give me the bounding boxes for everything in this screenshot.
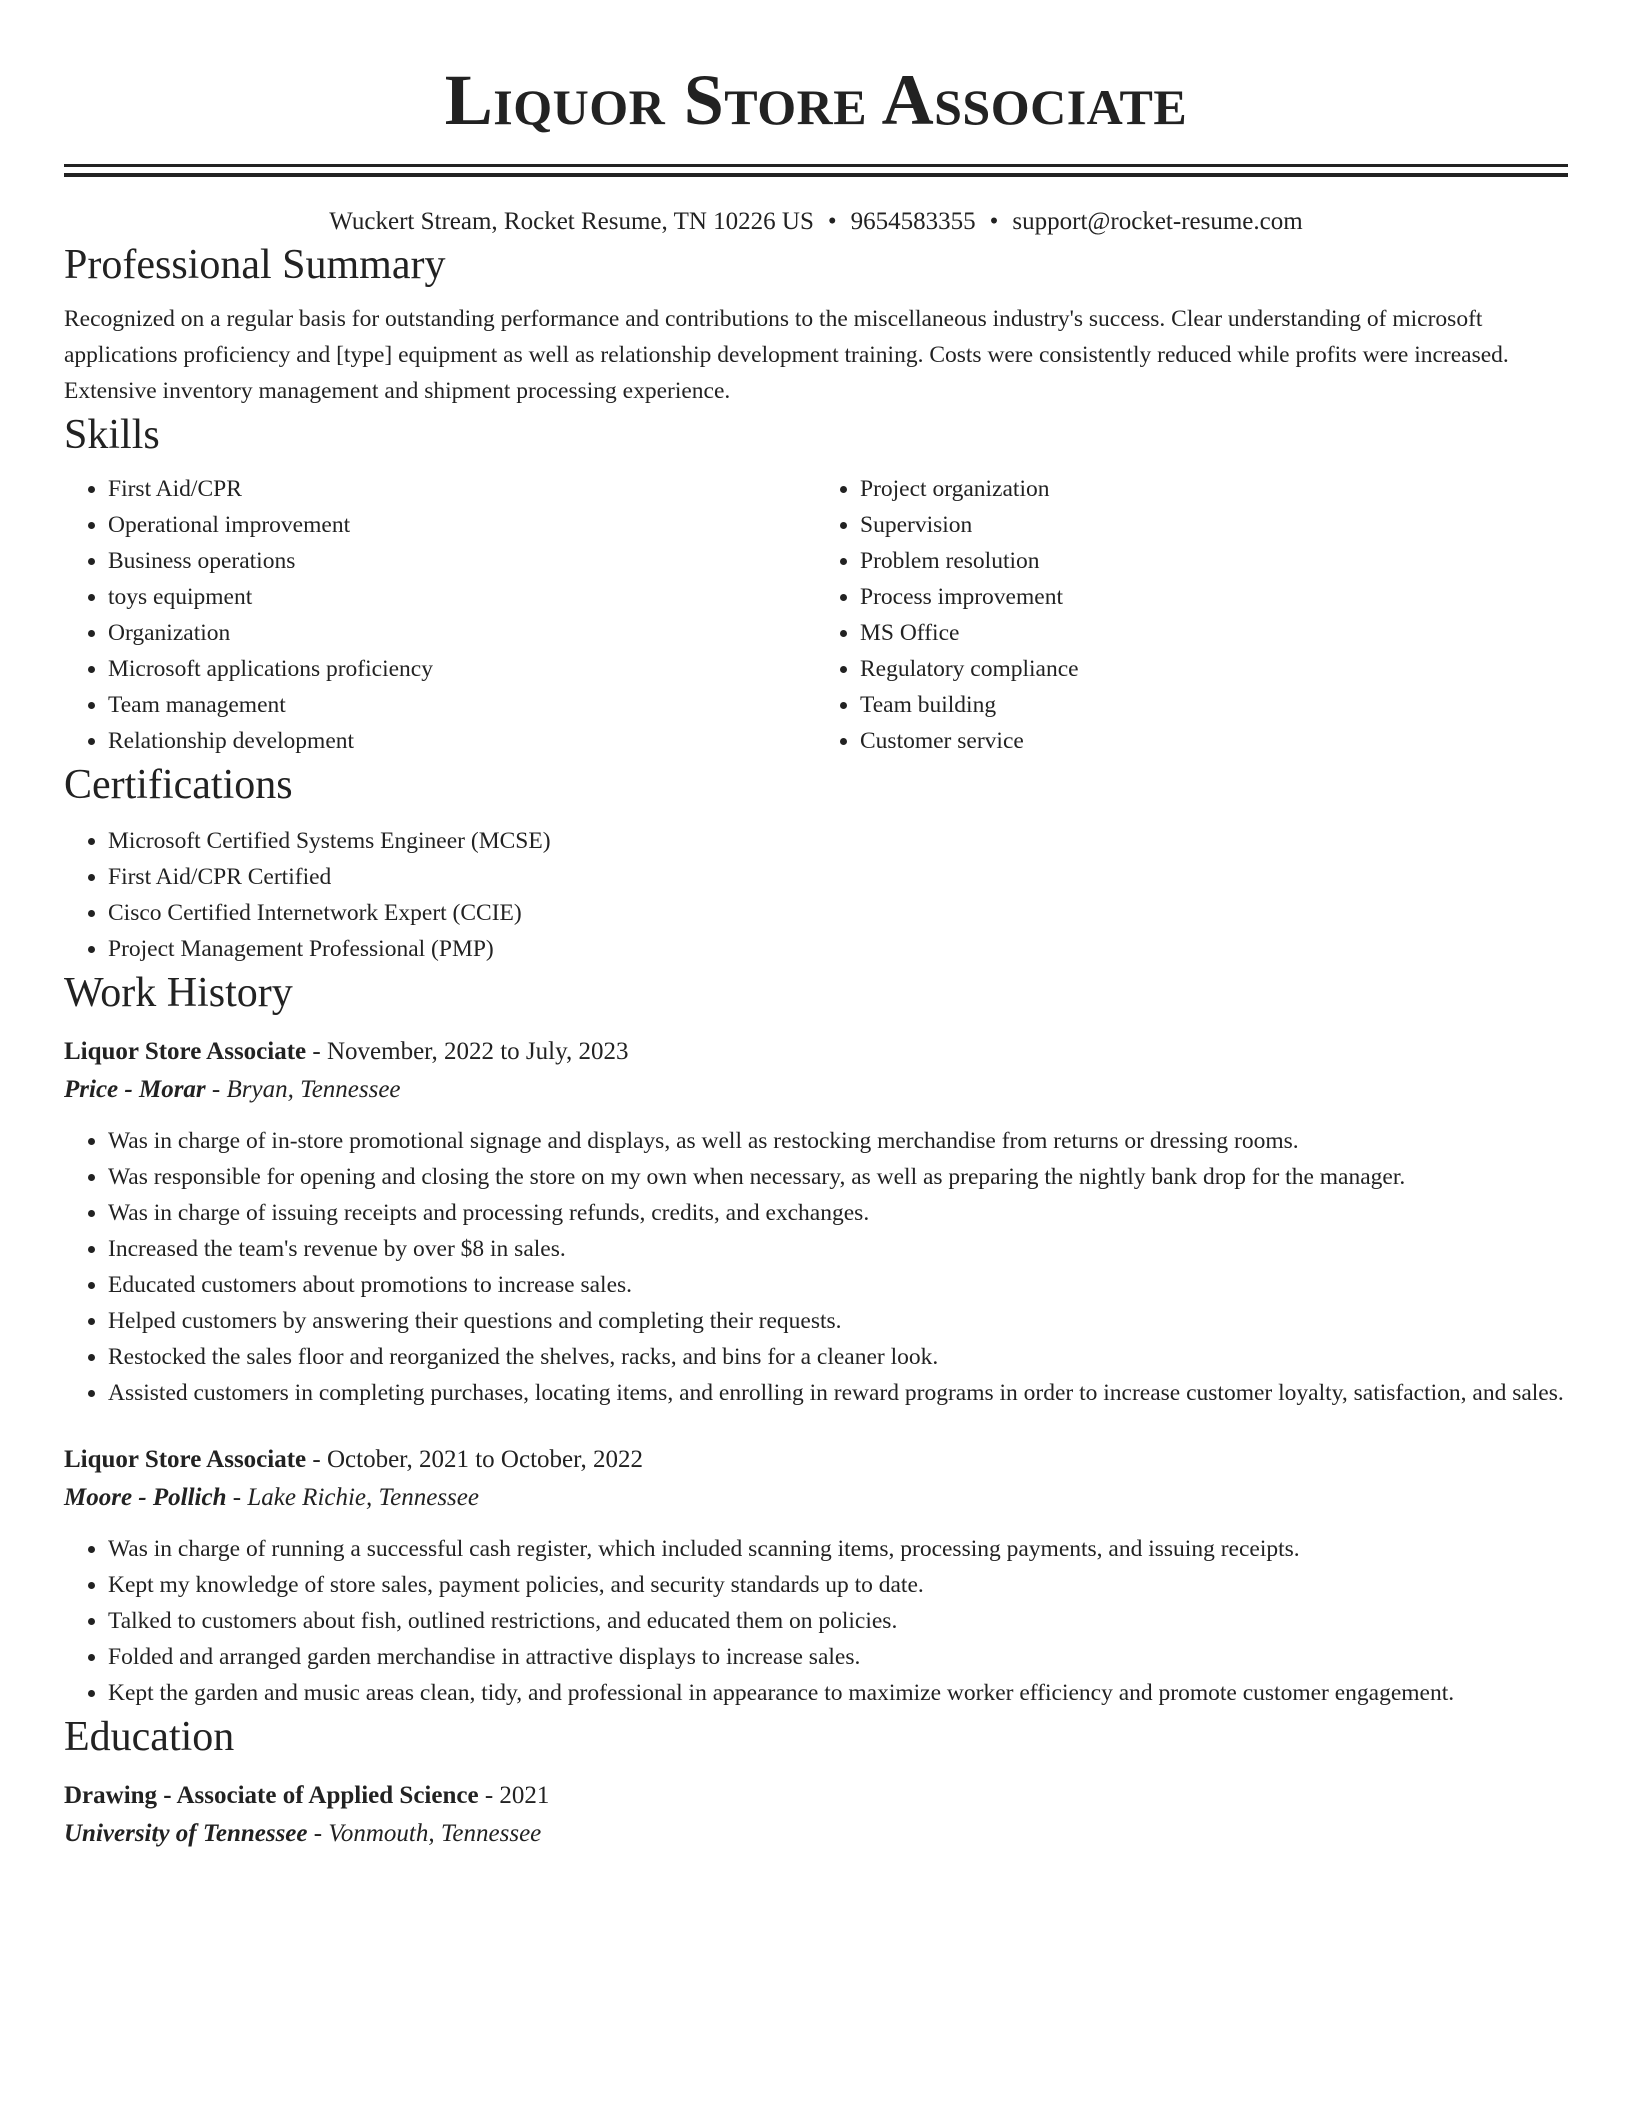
education-degree-line bbox=[64, 1777, 1568, 1815]
skill-item: • Microsoft applications proficiency bbox=[108, 651, 816, 687]
skill-item: • Team building bbox=[860, 687, 1568, 723]
job-dash: - bbox=[306, 1446, 327, 1473]
job-dash: - bbox=[226, 1484, 248, 1511]
skill-item: • Project organization bbox=[860, 471, 1568, 507]
job-duty: • Educated customers about promotions to increase sales. bbox=[108, 1267, 1568, 1303]
header-rule-bottom bbox=[64, 173, 1568, 177]
certification-item: • First Aid/CPR Certified bbox=[108, 859, 1568, 895]
job-duty: • Folded and arranged garden merchandise in attractive displays to increase sales. bbox=[108, 1639, 1568, 1675]
contact-separator: • bbox=[827, 208, 837, 235]
contact-separator: • bbox=[989, 208, 999, 235]
job-entry bbox=[64, 1033, 1568, 1411]
education-dash: - bbox=[478, 1782, 500, 1809]
job-duty: • Was in charge of issuing receipts and processing refunds, credits, and exchanges. bbox=[108, 1195, 1568, 1231]
contact-phone: 9654583355 bbox=[850, 208, 976, 235]
contact-email: support@rocket-resume.com bbox=[1012, 208, 1303, 235]
job-duty: • Restocked the sales floor and reorganized the shelves, racks, and bins for a cleaner look. bbox=[108, 1339, 1568, 1375]
job-entry bbox=[64, 1441, 1568, 1711]
education-entry bbox=[64, 1777, 1568, 1853]
skill-item: • Team management bbox=[108, 687, 816, 723]
certification-item: • Microsoft Certified Systems Engineer (MCSE) bbox=[108, 823, 1568, 859]
job-duty: • Talked to customers about fish, outlined restrictions, and educated them on policies. bbox=[108, 1603, 1568, 1639]
job-duties-list bbox=[64, 1531, 1568, 1711]
job-title-line bbox=[64, 1033, 1568, 1071]
job-dash: - bbox=[306, 1038, 327, 1065]
job-company-line bbox=[64, 1479, 1568, 1517]
job-company: Moore - Pollich bbox=[64, 1484, 227, 1511]
certification-item: • Project Management Professional (PMP) bbox=[108, 931, 1568, 967]
job-duty: • Kept my knowledge of store sales, payment policies, and security standards up to date. bbox=[108, 1567, 1568, 1603]
skill-item: • Regulatory compliance bbox=[860, 651, 1568, 687]
skill-item: • Process improvement bbox=[860, 579, 1568, 615]
header-rule-top bbox=[64, 164, 1568, 167]
job-duties-list bbox=[64, 1123, 1568, 1411]
certification-item: • Cisco Certified Internetwork Expert (CCIE) bbox=[108, 895, 1568, 931]
job-dash: - bbox=[205, 1076, 227, 1103]
skill-item: • Supervision bbox=[860, 507, 1568, 543]
candidate-name: Liquor Store Associate bbox=[444, 60, 1188, 140]
skill-item: • Customer service bbox=[860, 723, 1568, 759]
skills-list-right bbox=[816, 471, 1568, 759]
contact-line bbox=[64, 205, 1568, 239]
job-company: Price - Morar bbox=[64, 1076, 206, 1103]
job-duty: • Was responsible for opening and closing the store on my own when necessary, as well as preparing the nightly bank drop for the manager. bbox=[108, 1159, 1568, 1195]
job-location: Bryan, Tennessee bbox=[226, 1076, 401, 1103]
job-role: Liquor Store Associate bbox=[64, 1038, 307, 1065]
summary-text: Recognized on a regular basis for outstanding performance and contributions to the miscellaneous industry's success. Clear understanding of microsoft applications proficiency and [type] equipment as well as relationship development training. Costs were consistently reduced while profits were increased. Extensive inventory management and shipment processing experience. bbox=[64, 306, 1509, 404]
skill-item: • Relationship development bbox=[108, 723, 816, 759]
job-duty: • Assisted customers in completing purchases, locating items, and enrolling in reward programs in order to increase customer loyalty, satisfaction, and sales. bbox=[108, 1375, 1568, 1411]
contact-address: Wuckert Stream, Rocket Resume, TN 10226 US bbox=[329, 208, 814, 235]
skill-item: • First Aid/CPR bbox=[108, 471, 816, 507]
job-duty: • Kept the garden and music areas clean, tidy, and professional in appearance to maximize worker efficiency and promote customer engagement. bbox=[108, 1675, 1568, 1711]
skills-columns bbox=[64, 471, 1568, 759]
job-title-line bbox=[64, 1441, 1568, 1479]
education-heading: Education bbox=[64, 1714, 235, 1760]
education-school: University of Tennessee bbox=[64, 1820, 308, 1847]
skill-item: • Operational improvement bbox=[108, 507, 816, 543]
job-duty: • Was in charge of in-store promotional signage and displays, as well as restocking merchandise from returns or dressing rooms. bbox=[108, 1123, 1568, 1159]
work-history-heading: Work History bbox=[64, 970, 293, 1016]
skills-list-left bbox=[64, 471, 816, 759]
summary-heading: Professional Summary bbox=[64, 242, 446, 288]
skill-item: • Organization bbox=[108, 615, 816, 651]
job-company-line bbox=[64, 1071, 1568, 1109]
skill-item: • MS Office bbox=[860, 615, 1568, 651]
job-role: Liquor Store Associate bbox=[64, 1446, 307, 1473]
skill-item: • Business operations bbox=[108, 543, 816, 579]
education-location: Vonmouth, Tennessee bbox=[328, 1820, 542, 1847]
education-dash: - bbox=[307, 1820, 329, 1847]
job-dates: November, 2022 to July, 2023 bbox=[326, 1038, 629, 1065]
skill-item: • toys equipment bbox=[108, 579, 816, 615]
education-degree: Drawing - Associate of Applied Science bbox=[64, 1782, 479, 1809]
job-location: Lake Richie, Tennessee bbox=[247, 1484, 479, 1511]
certifications-list bbox=[64, 823, 1568, 967]
job-duty: • Helped customers by answering their questions and completing their requests. bbox=[108, 1303, 1568, 1339]
job-duty: • Was in charge of running a successful cash register, which included scanning items, processing payments, and issuing receipts. bbox=[108, 1531, 1568, 1567]
education-school-line bbox=[64, 1815, 1568, 1853]
skills-heading: Skills bbox=[64, 412, 160, 458]
skill-item: • Problem resolution bbox=[860, 543, 1568, 579]
job-dates: October, 2021 to October, 2022 bbox=[326, 1446, 643, 1473]
certifications-heading: Certifications bbox=[64, 762, 293, 808]
education-year: 2021 bbox=[499, 1782, 550, 1809]
job-duty: • Increased the team's revenue by over $8 in sales. bbox=[108, 1231, 1568, 1267]
